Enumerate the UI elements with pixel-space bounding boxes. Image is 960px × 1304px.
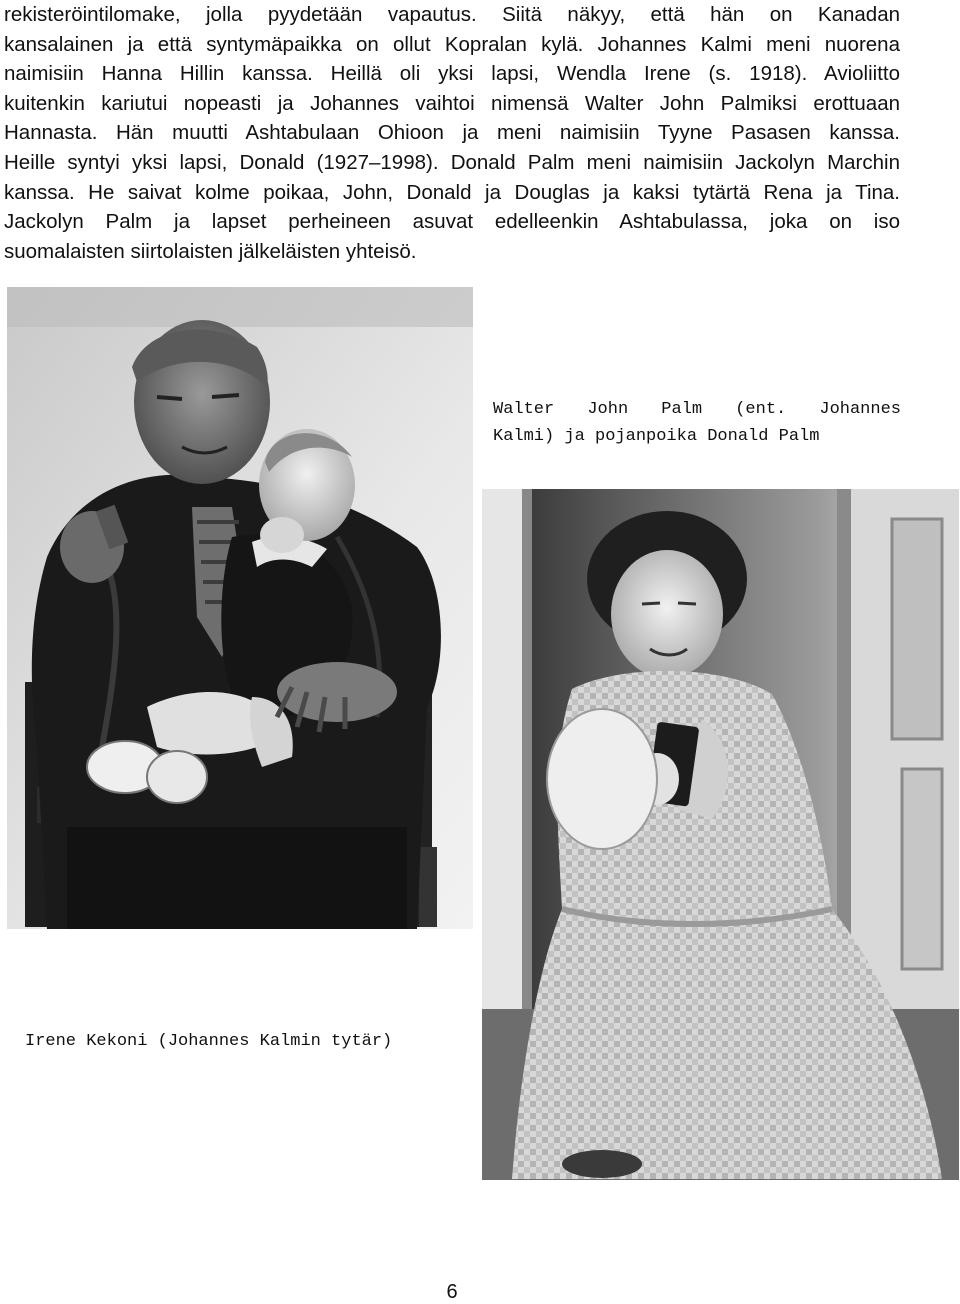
paragraph-line: rekisteröintilomake, jolla pyydetään vapautus. Siitä näkyy, että hän on Kanadan (4, 3, 900, 26)
caption-line: Walter John Palm (ent. Johannes (493, 400, 901, 419)
paragraph-line: kuitenkin kariutui nopeasti ja Johannes vaihtoi nimensä Walter John Palmiksi erottuaan (4, 91, 900, 115)
paragraph-line: kanssa. He saivat kolme poikaa, John, Donald ja Douglas ja kaksi tytärtä Rena ja Tina. (4, 180, 900, 204)
paragraph-line: naimisiin Hanna Hillin kanssa. Heillä oli yksi lapsi, Wendla Irene (s. 1918). Avioliitto (4, 62, 900, 86)
caption-line: Kalmi) ja pojanpoika Donald Palm (493, 427, 820, 446)
paragraph-line: Jackolyn Palm ja lapset perheineen asuvat edelleenkin Ashtabulassa, joka on iso (4, 210, 900, 234)
paragraph-line: kansalainen ja että syntymäpaikka on ollut Kopralan kylä. Johannes Kalmi meni nuorena (4, 32, 900, 56)
paragraph-line: suomalaisten siirtolaisten jälkeläisten yhteisö. (4, 239, 417, 263)
body-paragraph (4, 0, 900, 266)
photo-irene-kekoni-image (482, 489, 959, 1180)
paragraph-line: Hannasta. Hän muutti Ashtabulaan Ohioon ja meni naimisiin Tyyne Pasasen kanssa. (4, 121, 900, 145)
photo-irene-kekoni (482, 489, 959, 1180)
photo1-caption (493, 396, 901, 450)
page-number: 6 (446, 1281, 458, 1303)
photo-grandfather-grandson-image (7, 287, 473, 929)
paragraph-line: Heille syntyi yksi lapsi, Donald (1927–1998). Donald Palm meni naimisiin Jackolyn Marchin (4, 150, 900, 174)
photo-grandfather-grandson (7, 287, 473, 929)
photo2-caption: Irene Kekoni (Johannes Kalmin tytär) (25, 1032, 393, 1051)
